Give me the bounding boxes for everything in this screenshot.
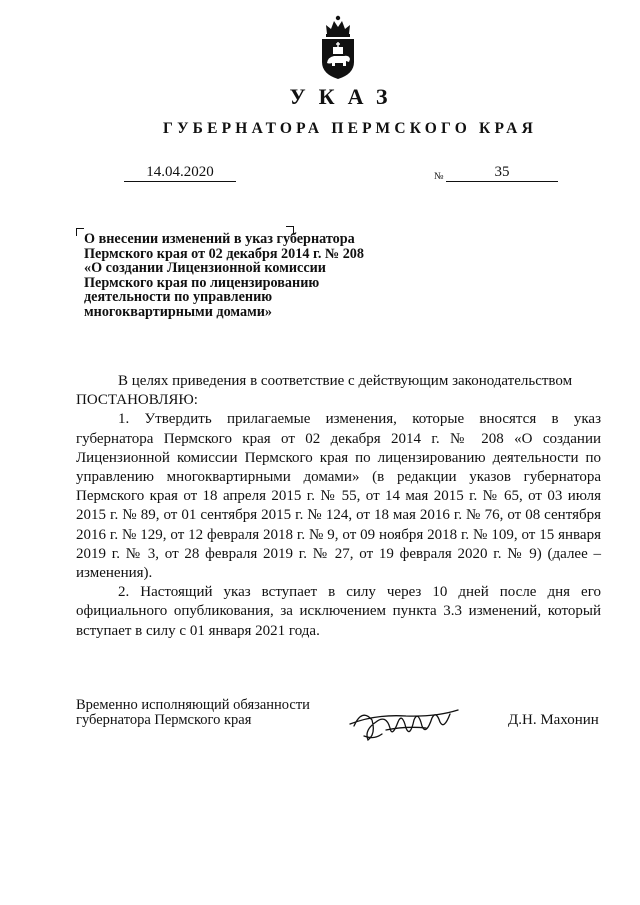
document-date: 14.04.2020 [124, 163, 236, 182]
signatory-role [76, 698, 310, 728]
number-label: № [434, 171, 444, 182]
signatory-role-line: губернатора Пермского края [76, 712, 252, 728]
subject-line: деятельности по управлению [84, 289, 273, 305]
subject-line: Пермского края от 02 декабря 2014 г. № 208 [84, 245, 364, 262]
document-number: 35 [446, 163, 558, 182]
item-2: 2. Настоящий указ вступает в силу через 10 дней после дня его официального опубликования, за исключением пункта 3.3 изменений, который вступает в силу с 01 января 2021 года. [76, 584, 601, 639]
signatory-role-line: Временно исполняющий обязанности [76, 697, 310, 713]
subject-line: многоквартирными домами» [84, 303, 273, 320]
issuer-title: ГУБЕРНАТОРА ПЕРМСКОГО КРАЯ [163, 120, 537, 137]
subject-line: О внесении изменений в указ губернатора [84, 231, 355, 247]
subject-corner-left [76, 228, 84, 236]
document-body [76, 372, 601, 641]
document-subject [84, 232, 404, 319]
document-type-title: УКАЗ [289, 84, 401, 109]
item-1: 1. Утвердить прилагаемые изменения, которые вносятся в указ губернатора Пермского края от 02 декабря 2014 г. № 208 «О создании Лицензионной комиссии Пермского края по лицензированию деятельности по управлению многоквартирными домами» (в редакции указов губернатора Пермского края от 18 апреля 2015 г. № 55, от 14 мая 2015 г. № 65, от 03 июля 2015 г. № 89, от 01 сентября 2015 г. № 124, от 18 мая 2016 г. № 76, от 08 сентября 2016 г. № 129, от 12 февраля 2018 г. № 9, от 09 ноября 2018 г. № 109, от 15 января 2019 г. № 3, от 28 февраля 2019 г. № 27, от 19 февраля 2020 г. № 9) (далее – изменения). [76, 411, 601, 582]
perm-krai-coat-of-arms-icon [318, 14, 358, 80]
preamble: В целях приведения в соответствие с действующим законодательством [118, 373, 573, 389]
handwritten-signature-icon [346, 700, 466, 744]
decree-word: ПОСТАНОВЛЯЮ: [76, 392, 198, 409]
subject-line: Пермского края по лицензированию [84, 274, 320, 291]
signatory-name: Д.Н. Махонин [508, 712, 599, 728]
subject-line: «О создании Лицензионной комиссии [84, 260, 326, 276]
